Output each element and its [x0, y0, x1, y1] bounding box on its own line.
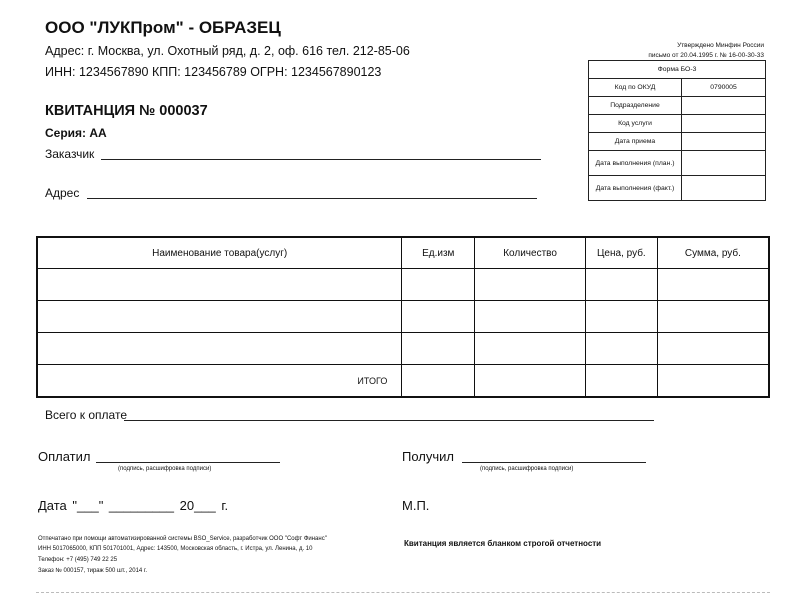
cell[interactable] [37, 333, 402, 365]
codes-form-row [589, 61, 766, 79]
codes-table [588, 60, 766, 201]
strict-reporting-note: Квитанция является бланком строгой отчетности [404, 539, 602, 548]
codes-row [589, 133, 766, 151]
cell[interactable] [402, 269, 475, 301]
company-requisites: ИНН: 1234567890 КПП: 123456789 ОГРН: 1234567890123 [45, 65, 382, 79]
cell[interactable] [402, 365, 475, 398]
cell[interactable] [657, 333, 769, 365]
cell[interactable] [475, 365, 586, 398]
table-row [37, 333, 769, 365]
col-header-sum: Сумма, руб. [657, 237, 769, 269]
receipt-series: Серия: АА [45, 126, 107, 140]
total-pay-label: Всего к оплате [45, 408, 128, 422]
approval-line-1: Утверждено Минфин России [677, 42, 764, 49]
cell[interactable] [585, 365, 657, 398]
stamp-place: М.П. [402, 498, 430, 513]
cell[interactable] [657, 269, 769, 301]
customer-label: Заказчик [45, 147, 95, 161]
customer-field-line[interactable] [101, 159, 541, 160]
printed-by-line-1: Отпечатано при помощи автоматизированной системы BSO_Service, разработчик ООО "Софт Финанс" [38, 536, 327, 542]
code-label: Дата приема [589, 133, 682, 151]
cell[interactable] [475, 333, 586, 365]
paid-hint: (подпись, расшифровка подписи) [118, 466, 212, 472]
code-value[interactable] [682, 176, 766, 201]
codes-row [589, 79, 766, 97]
goods-header-row [37, 237, 769, 269]
code-value[interactable] [682, 133, 766, 151]
code-label: Дата выполнения (план.) [589, 151, 682, 176]
date-line: Дата "___" _________ 20___ г. [38, 498, 229, 513]
code-value[interactable]: 0790005 [682, 79, 766, 97]
paid-signature-line[interactable] [96, 462, 280, 463]
code-value[interactable] [682, 97, 766, 115]
codes-row [589, 97, 766, 115]
code-label: Дата выполнения (факт.) [589, 176, 682, 201]
printed-by-line-3: Телефон: +7 (495) 749 22 25 [38, 557, 118, 563]
received-hint: (подпись, расшифровка подписи) [480, 466, 574, 472]
address-label: Адрес [45, 186, 80, 200]
table-row [37, 269, 769, 301]
cell[interactable] [402, 301, 475, 333]
paid-label: Оплатил [38, 449, 91, 464]
cell[interactable] [657, 301, 769, 333]
cell[interactable] [475, 269, 586, 301]
received-signature-line[interactable] [462, 462, 646, 463]
col-header-unit: Ед.изм [402, 237, 475, 269]
approval-line-2: письмо от 20.04.1995 г. № 16-00-30-33 [648, 52, 764, 59]
col-header-qty: Количество [475, 237, 586, 269]
table-row [37, 301, 769, 333]
code-value[interactable] [682, 151, 766, 176]
col-header-price: Цена, руб. [585, 237, 657, 269]
cell[interactable] [402, 333, 475, 365]
cell[interactable] [37, 301, 402, 333]
company-address: Адрес: г. Москва, ул. Охотный ряд, д. 2, оф. 616 тел. 212-85-06 [45, 44, 410, 58]
cell[interactable] [585, 333, 657, 365]
cell[interactable] [475, 301, 586, 333]
cell[interactable] [657, 365, 769, 398]
codes-row [589, 151, 766, 176]
printed-by-line-4: Заказ № 000157, тираж 500 шт., 2014 г. [38, 568, 148, 574]
cell[interactable] [585, 301, 657, 333]
cell[interactable] [37, 269, 402, 301]
receipt-title: КВИТАНЦИЯ № 000037 [45, 103, 208, 119]
code-value[interactable] [682, 115, 766, 133]
codes-row [589, 176, 766, 201]
total-label: ИТОГО [37, 365, 402, 398]
code-label: Код услуги [589, 115, 682, 133]
col-header-name: Наименование товара(услуг) [37, 237, 402, 269]
address-field-line[interactable] [87, 198, 537, 199]
code-label: Подразделение [589, 97, 682, 115]
company-name: ООО "ЛУКПром" - ОБРАЗЕЦ [45, 18, 281, 37]
total-row [37, 365, 769, 398]
form-name: Форма БО-3 [589, 61, 766, 79]
received-label: Получил [402, 449, 454, 464]
printed-by-line-2: ИНН 5017065000, КПП 501701001, Адрес: 143500, Московская область, г. Истра, ул. Ленина, д. 10 [38, 546, 313, 552]
goods-table [36, 236, 770, 398]
cell[interactable] [585, 269, 657, 301]
codes-row [589, 115, 766, 133]
cut-line [36, 592, 770, 593]
code-label: Код по ОКУД [589, 79, 682, 97]
total-pay-line[interactable] [124, 420, 654, 421]
